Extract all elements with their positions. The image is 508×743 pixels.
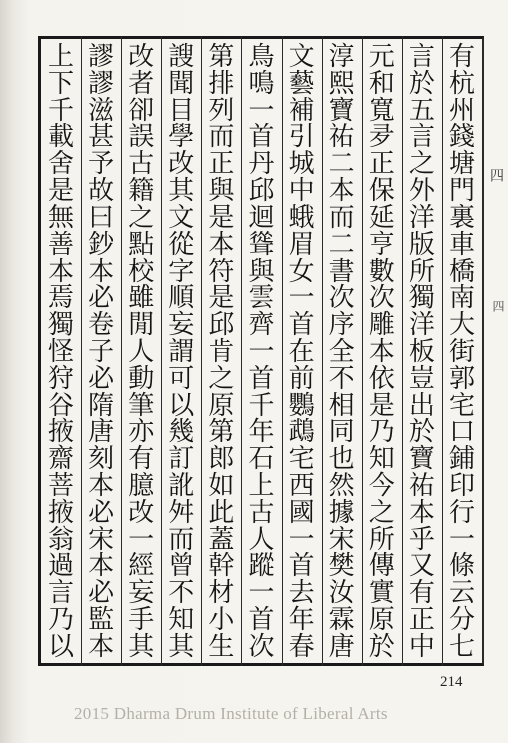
character: 符: [208, 256, 235, 287]
character: 本: [48, 256, 75, 287]
text-column: [443, 44, 481, 660]
character: 是: [208, 283, 235, 314]
character: 鳥: [248, 42, 275, 72]
character: 唐: [88, 417, 115, 448]
character: 必: [88, 283, 115, 314]
character: 以: [168, 390, 195, 421]
character: 獨: [408, 283, 435, 314]
character: 外: [408, 176, 435, 207]
character: 城: [288, 149, 315, 180]
character: 門: [448, 176, 475, 207]
character: 其: [168, 631, 195, 662]
character: 可: [168, 363, 195, 394]
text-column: [403, 44, 441, 660]
character: 寶: [408, 444, 435, 475]
character: 年: [248, 417, 275, 448]
character: 言: [408, 122, 435, 153]
character: 首: [288, 551, 315, 582]
character: 大: [448, 310, 475, 341]
character: 於: [408, 68, 435, 99]
text-column: [283, 44, 321, 660]
character: 卻: [128, 95, 155, 126]
character: 祐: [408, 471, 435, 501]
character: 改: [168, 149, 195, 180]
character: 出: [408, 390, 435, 421]
character: 首: [248, 122, 275, 153]
character: 宅: [448, 390, 475, 421]
character: 宋: [328, 524, 355, 555]
character: 本: [88, 256, 115, 287]
character: 蹤: [248, 551, 275, 582]
character: 言: [408, 42, 435, 72]
character: 祐: [328, 122, 355, 153]
margin-note: 四: [488, 168, 504, 182]
character: 必: [88, 363, 115, 394]
character: 杭: [448, 68, 475, 99]
character: 郎: [208, 444, 235, 475]
character: 閒: [128, 310, 155, 341]
character: 手: [128, 605, 155, 636]
character: 淳: [328, 42, 355, 72]
character: 亦: [128, 417, 155, 448]
character: 邱: [208, 310, 235, 341]
watermark: 2015 Dharma Drum Institute of Liberal Arts: [74, 704, 388, 723]
character: 州: [448, 95, 475, 126]
character: 有: [408, 578, 435, 609]
character: 妄: [168, 310, 195, 341]
character: 是: [368, 390, 395, 421]
character: 而: [328, 202, 355, 233]
character: 與: [208, 176, 235, 207]
text-column: [122, 44, 160, 660]
character: 之: [208, 363, 235, 394]
character: 舍: [48, 149, 75, 180]
character: 寬: [368, 95, 395, 126]
character: 有: [128, 444, 155, 475]
character: 女: [288, 256, 315, 287]
character: 和: [368, 68, 395, 99]
character: 本: [368, 336, 395, 367]
character: 齋: [48, 444, 75, 475]
character: 條: [448, 551, 475, 582]
character: 排: [208, 68, 235, 99]
text-column: [42, 44, 80, 660]
character: 下: [48, 68, 75, 99]
character: 知: [168, 605, 195, 636]
character: 西: [288, 471, 315, 501]
character: 洋: [408, 310, 435, 341]
character: 宅: [288, 444, 315, 475]
character: 載: [48, 122, 75, 153]
character: 傳: [368, 551, 395, 582]
character: 有: [448, 42, 475, 72]
character: 二: [328, 229, 355, 260]
character: 材: [208, 578, 235, 609]
character: 本: [408, 497, 435, 528]
character: 卷: [88, 310, 115, 341]
margin-note-lower: 四: [491, 300, 505, 312]
character: 無: [48, 202, 75, 233]
character: 順: [168, 283, 195, 314]
character: 次: [368, 283, 395, 314]
character: 原: [208, 390, 235, 421]
character: 生: [208, 631, 235, 662]
character: 年: [288, 605, 315, 636]
character: 而: [208, 122, 235, 153]
character: 街: [448, 336, 475, 367]
character: 知: [368, 444, 395, 475]
character: 石: [248, 444, 275, 475]
character: 本: [88, 471, 115, 501]
character: 從: [168, 229, 195, 260]
character: 掖: [48, 417, 75, 448]
character: 延: [368, 202, 395, 233]
character: 舛: [168, 497, 195, 528]
character: 古: [128, 149, 155, 180]
character: 學: [168, 122, 195, 153]
character: 鈔: [88, 229, 115, 260]
character: 經: [128, 551, 155, 582]
character: 不: [168, 578, 195, 609]
character: 國: [288, 497, 315, 528]
character: 人: [248, 524, 275, 555]
character: 序: [328, 310, 355, 341]
character: 其: [168, 176, 195, 207]
character: 補: [288, 95, 315, 126]
character: 改: [128, 42, 155, 72]
character: 同: [328, 417, 355, 448]
character: 谷: [48, 390, 75, 421]
character: 口: [448, 417, 475, 448]
character: 於: [408, 417, 435, 448]
character: 正: [408, 605, 435, 636]
character: 依: [368, 363, 395, 394]
character: 謬: [88, 42, 115, 72]
character: 豈: [408, 363, 435, 394]
character: 錢: [448, 122, 475, 153]
character: 宋: [88, 524, 115, 555]
character: 人: [128, 336, 155, 367]
character: 一: [248, 95, 275, 126]
character: 筆: [128, 390, 155, 421]
character: 前: [288, 363, 315, 394]
character: 首: [248, 605, 275, 636]
text-column: [82, 44, 120, 660]
character: 雖: [128, 283, 155, 314]
character: 車: [448, 229, 475, 260]
character: 據: [328, 497, 355, 528]
character: 數: [368, 256, 395, 287]
character: 一: [248, 578, 275, 609]
character: 去: [288, 578, 315, 609]
character: 改: [128, 497, 155, 528]
character: 版: [408, 229, 435, 260]
character: 分: [448, 605, 475, 636]
character: 元: [368, 42, 395, 72]
character: 所: [408, 256, 435, 287]
character: 列: [208, 95, 235, 126]
character: 中: [288, 176, 315, 207]
character: 霖: [328, 605, 355, 636]
character: 必: [88, 578, 115, 609]
character: 汝: [328, 578, 355, 609]
character: 首: [248, 363, 275, 394]
character: 本: [88, 551, 115, 582]
character: 者: [128, 68, 155, 99]
character: 菩: [48, 471, 75, 501]
character: 而: [168, 524, 195, 555]
character: 故: [88, 176, 115, 207]
text-column: [323, 44, 361, 660]
character: 藝: [288, 68, 315, 99]
character: 子: [88, 336, 115, 367]
character: 妄: [128, 578, 155, 609]
character: 也: [328, 444, 355, 475]
character: 善: [48, 229, 75, 260]
character: 千: [248, 390, 275, 421]
character: 行: [448, 497, 475, 528]
character: 千: [48, 95, 75, 126]
character: 一: [248, 336, 275, 367]
character: 蛾: [288, 202, 315, 233]
character: 其: [128, 631, 155, 662]
character: 字: [168, 256, 195, 287]
character: 是: [48, 176, 75, 207]
character: 一: [128, 524, 155, 555]
character: 鋪: [448, 444, 475, 475]
character: 正: [368, 149, 395, 180]
character: 點: [128, 229, 155, 260]
character: 如: [208, 471, 235, 501]
character: 春: [288, 631, 315, 662]
character: 保: [368, 176, 395, 207]
character: 古: [248, 497, 275, 528]
character: 齊: [248, 310, 275, 341]
character: 曾: [168, 551, 195, 582]
character: 以: [48, 631, 75, 662]
character: 首: [288, 310, 315, 341]
character: 動: [128, 363, 155, 394]
character: 過: [48, 551, 75, 582]
character: 然: [328, 471, 355, 501]
character: 次: [328, 283, 355, 314]
character: 熙: [328, 68, 355, 99]
page-number: 214: [440, 674, 463, 690]
character: 第: [208, 42, 235, 72]
character: 獨: [48, 310, 75, 341]
character: 寶: [328, 95, 355, 126]
character: 是: [208, 202, 235, 233]
character: 乎: [408, 524, 435, 555]
character: 塘: [448, 149, 475, 180]
character: 文: [168, 202, 195, 233]
character: 小: [208, 605, 235, 636]
character: 全: [328, 336, 355, 367]
character: 一: [288, 524, 315, 555]
character: 乃: [48, 605, 75, 636]
character: 臆: [128, 471, 155, 501]
character: 謂: [168, 336, 195, 367]
character: 乃: [368, 417, 395, 448]
character: 五: [408, 95, 435, 126]
character: 一: [288, 283, 315, 314]
character: 鳴: [248, 68, 275, 99]
character: 目: [168, 95, 195, 126]
character: 本: [328, 176, 355, 207]
character: 監: [88, 605, 115, 636]
character: 謬: [88, 68, 115, 99]
character: 隋: [88, 390, 115, 421]
character: 丹: [248, 149, 275, 180]
character: 本: [88, 631, 115, 662]
character: 必: [88, 497, 115, 528]
character: 中: [408, 631, 435, 662]
character: 焉: [48, 283, 75, 314]
character: 樊: [328, 551, 355, 582]
character: 曰: [88, 202, 115, 233]
character: 今: [368, 471, 395, 501]
character: 云: [448, 578, 475, 609]
character: 正: [208, 149, 235, 180]
character: 甚: [88, 122, 115, 153]
character: 鵡: [288, 417, 315, 448]
character: 籍: [128, 176, 155, 207]
character: 文: [288, 42, 315, 72]
character: 上: [48, 42, 75, 72]
character: 二: [328, 149, 355, 180]
character: 南: [448, 283, 475, 314]
character: 不: [328, 363, 355, 394]
character: 夛: [368, 122, 395, 153]
character: 滋: [88, 95, 115, 126]
character: 在: [288, 336, 315, 367]
character: 裏: [448, 202, 475, 233]
character: 此: [208, 497, 235, 528]
character: 唐: [328, 631, 355, 662]
character: 又: [408, 551, 435, 582]
character: 雲: [248, 283, 275, 314]
character: 翁: [48, 524, 75, 555]
character: 之: [408, 149, 435, 180]
character: 幾: [168, 417, 195, 448]
character: 洋: [408, 202, 435, 233]
text-column: [243, 44, 281, 660]
character: 怪: [48, 336, 75, 367]
character: 印: [448, 471, 475, 501]
character: 原: [368, 605, 395, 636]
character: 與: [248, 256, 275, 287]
character: 郭: [448, 363, 475, 394]
character: 鸚: [288, 390, 315, 421]
character: 肯: [208, 336, 235, 367]
character: 之: [128, 202, 155, 233]
character: 誤: [128, 122, 155, 153]
character: 第: [208, 417, 235, 448]
character: 所: [368, 524, 395, 555]
character: 雕: [368, 310, 395, 341]
character: 上: [248, 471, 275, 501]
character: 七: [448, 631, 475, 662]
character: 狩: [48, 363, 75, 394]
character: 校: [128, 256, 155, 287]
character: 邱: [248, 176, 275, 207]
character: 訛: [168, 471, 195, 501]
character: 本: [208, 229, 235, 260]
character: 實: [368, 578, 395, 609]
text-column: [162, 44, 200, 660]
character: 言: [48, 578, 75, 609]
character: 引: [288, 122, 315, 153]
character: 亨: [368, 229, 395, 260]
character: 訂: [168, 444, 195, 475]
character: 刻: [88, 444, 115, 475]
character: 眉: [288, 229, 315, 260]
character: 板: [408, 336, 435, 367]
character: 迴: [248, 202, 275, 233]
character: 於: [368, 631, 395, 662]
character: 蓋: [208, 524, 235, 555]
character: 掖: [48, 497, 75, 528]
character: 聞: [168, 68, 195, 99]
character: 一: [448, 524, 475, 555]
character: 謏: [168, 42, 195, 72]
character: 相: [328, 390, 355, 421]
character: 聳: [248, 229, 275, 260]
character: 次: [248, 631, 275, 662]
character: 幹: [208, 551, 235, 582]
character: 之: [368, 497, 395, 528]
text-column: [202, 44, 240, 660]
character: 橋: [448, 256, 475, 287]
character: 予: [88, 149, 115, 180]
character: 書: [328, 256, 355, 287]
text-column: [363, 44, 401, 660]
